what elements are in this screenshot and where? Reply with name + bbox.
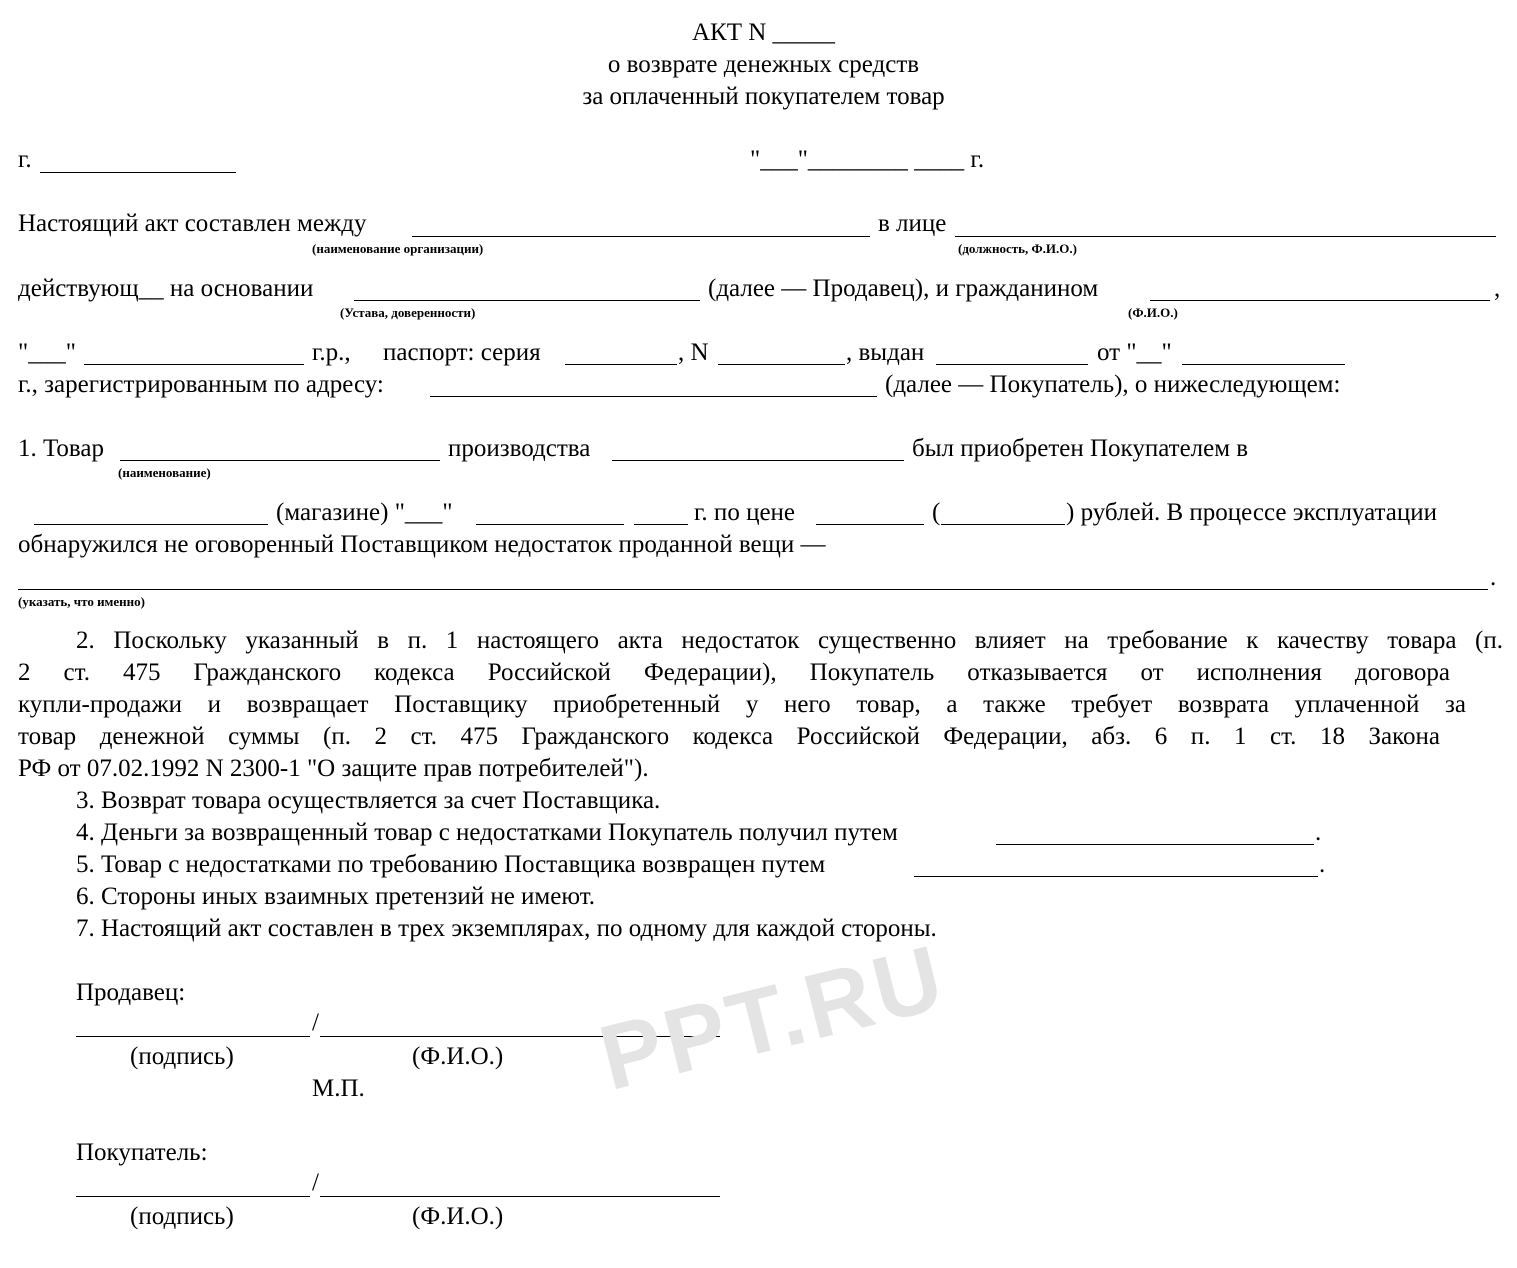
document-subtitle-2: за оплаченный покупателем товар: [582, 83, 945, 110]
purchase-year-blank[interactable]: [634, 524, 688, 525]
purchase-date-blank[interactable]: [476, 524, 624, 525]
item1-shop-label: (магазине) "___": [276, 499, 453, 526]
paragraph-2-line-5: РФ от 07.02.1992 N 2300-1 "О защите прав потребителей").: [18, 755, 649, 782]
item1-dot: .: [1490, 564, 1497, 591]
organization-blank[interactable]: [412, 236, 870, 237]
buyer-label: Покупатель:: [76, 1139, 208, 1166]
buyer-slash: /: [312, 1169, 319, 1196]
item1-goods-label: 1. Товар: [18, 435, 104, 462]
return-method-blank[interactable]: [914, 876, 1318, 877]
address-label: г., зарегистрированным по адресу:: [18, 371, 384, 398]
paragraph-2-line-2: 2 ст. 475 Гражданского кодекса Российской Федерации), Покупатель отказывается от исполнения договора: [18, 659, 1450, 686]
item1-defect-text: обнаружился не оговоренный Поставщиком недостаток проданной вещи —: [18, 531, 826, 558]
hint-goods-name: (наименование): [118, 465, 211, 480]
passport-number-label: , N: [678, 339, 709, 366]
address-blank[interactable]: [430, 396, 877, 397]
birth-date-blank[interactable]: [84, 364, 304, 365]
buyer-signature-hint: (подпись): [130, 1203, 234, 1230]
intro-seller-label: (далее — Продавец), и гражданином: [708, 275, 1099, 302]
intro-between-label: Настоящий акт составлен между: [18, 210, 367, 237]
item1-production-label: производства: [448, 435, 591, 462]
price-blank[interactable]: [816, 524, 924, 525]
goods-name-blank[interactable]: [120, 460, 440, 461]
item1-paren-open: (: [932, 499, 941, 526]
birth-day-field: "___": [18, 339, 76, 366]
seller-label: Продавец:: [76, 979, 186, 1006]
hint-position: (должность, Ф.И.О.): [958, 241, 1077, 256]
buyer-signature-blank[interactable]: [76, 1196, 310, 1197]
paragraph-2-line-1: 2. Поскольку указанный в п. 1 настоящего акта недостаток существенно влияет на требование к качеству товара (п.: [76, 627, 1503, 654]
document-subtitle-1: о возврате денежных средств: [607, 51, 920, 78]
intro-comma: ,: [1494, 275, 1501, 302]
passport-number-blank[interactable]: [718, 364, 845, 365]
date-field: "___"________ ____ г.: [750, 146, 985, 173]
passport-issued-label: , выдан: [846, 339, 925, 366]
money-method-blank[interactable]: [996, 844, 1314, 845]
hint-fio: (Ф.И.О.): [1128, 305, 1178, 320]
paragraph-2-line-3: купли-продажи и возвращает Поставщику приобретенный у него товар, а также требует возврата уплаченной за: [18, 691, 1466, 718]
seller-signature-hint: (подпись): [130, 1043, 234, 1070]
paragraph-2-line-4: товар денежной суммы (п. 2 ст. 475 Гражданского кодекса Российской Федерации, абз. 6 п. 1 ст. 18 Закона: [18, 723, 1440, 750]
city-blank[interactable]: [40, 172, 236, 173]
paragraph-4-dot: .: [1315, 819, 1322, 846]
passport-series-blank[interactable]: [565, 364, 677, 365]
city-prefix: г.: [18, 146, 32, 173]
production-blank[interactable]: [612, 460, 904, 461]
intro-face-label: в лице: [878, 210, 947, 237]
citizen-fio-blank[interactable]: [1150, 300, 1490, 301]
seller-signature-blank[interactable]: [76, 1036, 310, 1037]
buyer-definition: (далее — Покупатель), о нижеследующем:: [885, 371, 1341, 398]
passport-date-blank[interactable]: [1182, 364, 1345, 365]
watermark: PPT.RU: [590, 926, 956, 1110]
passport-series-label: паспорт: серия: [383, 339, 541, 366]
item1-bought-label: был приобретен Покупателем в: [912, 435, 1249, 462]
price-words-blank[interactable]: [941, 524, 1065, 525]
shop-blank[interactable]: [34, 524, 268, 525]
hint-basis: (Устава, доверенности): [340, 305, 476, 320]
buyer-fio-blank[interactable]: [320, 1196, 720, 1197]
basis-blank[interactable]: [354, 300, 700, 301]
passport-issuer-blank[interactable]: [936, 364, 1088, 365]
document-title: АКТ N _____: [691, 19, 836, 46]
seller-slash: /: [312, 1009, 319, 1036]
paragraph-5: 5. Товар с недостатками по требованию Поставщика возвращен путем: [76, 851, 826, 878]
paragraph-6: 6. Стороны иных взаимных претензий не имеют.: [76, 883, 595, 910]
hint-defect: (указать, что именно): [18, 594, 145, 609]
hint-organization: (наименование организации): [312, 241, 484, 256]
item1-rubles-text: ) рублей. В процессе эксплуатации: [1066, 499, 1437, 526]
defect-description-blank[interactable]: [18, 589, 1488, 590]
seller-fio-hint: (Ф.И.О.): [412, 1043, 504, 1070]
stamp-label: М.П.: [312, 1075, 365, 1102]
birth-year-label: г.р.,: [312, 339, 351, 366]
passport-date-label: от "__": [1097, 339, 1172, 366]
intro-basis-label: действующ__ на основании: [18, 275, 314, 302]
position-fio-blank[interactable]: [955, 236, 1496, 237]
paragraph-4: 4. Деньги за возвращенный товар с недостатками Покупатель получил путем: [76, 819, 898, 846]
buyer-fio-hint: (Ф.И.О.): [412, 1203, 504, 1230]
paragraph-3: 3. Возврат товара осуществляется за счет Поставщика.: [76, 787, 661, 814]
paragraph-5-dot: .: [1319, 851, 1326, 878]
paragraph-7: 7. Настоящий акт составлен в трех экземплярах, по одному для каждой стороны.: [76, 915, 937, 942]
item1-price-label: г. по цене: [694, 499, 796, 526]
